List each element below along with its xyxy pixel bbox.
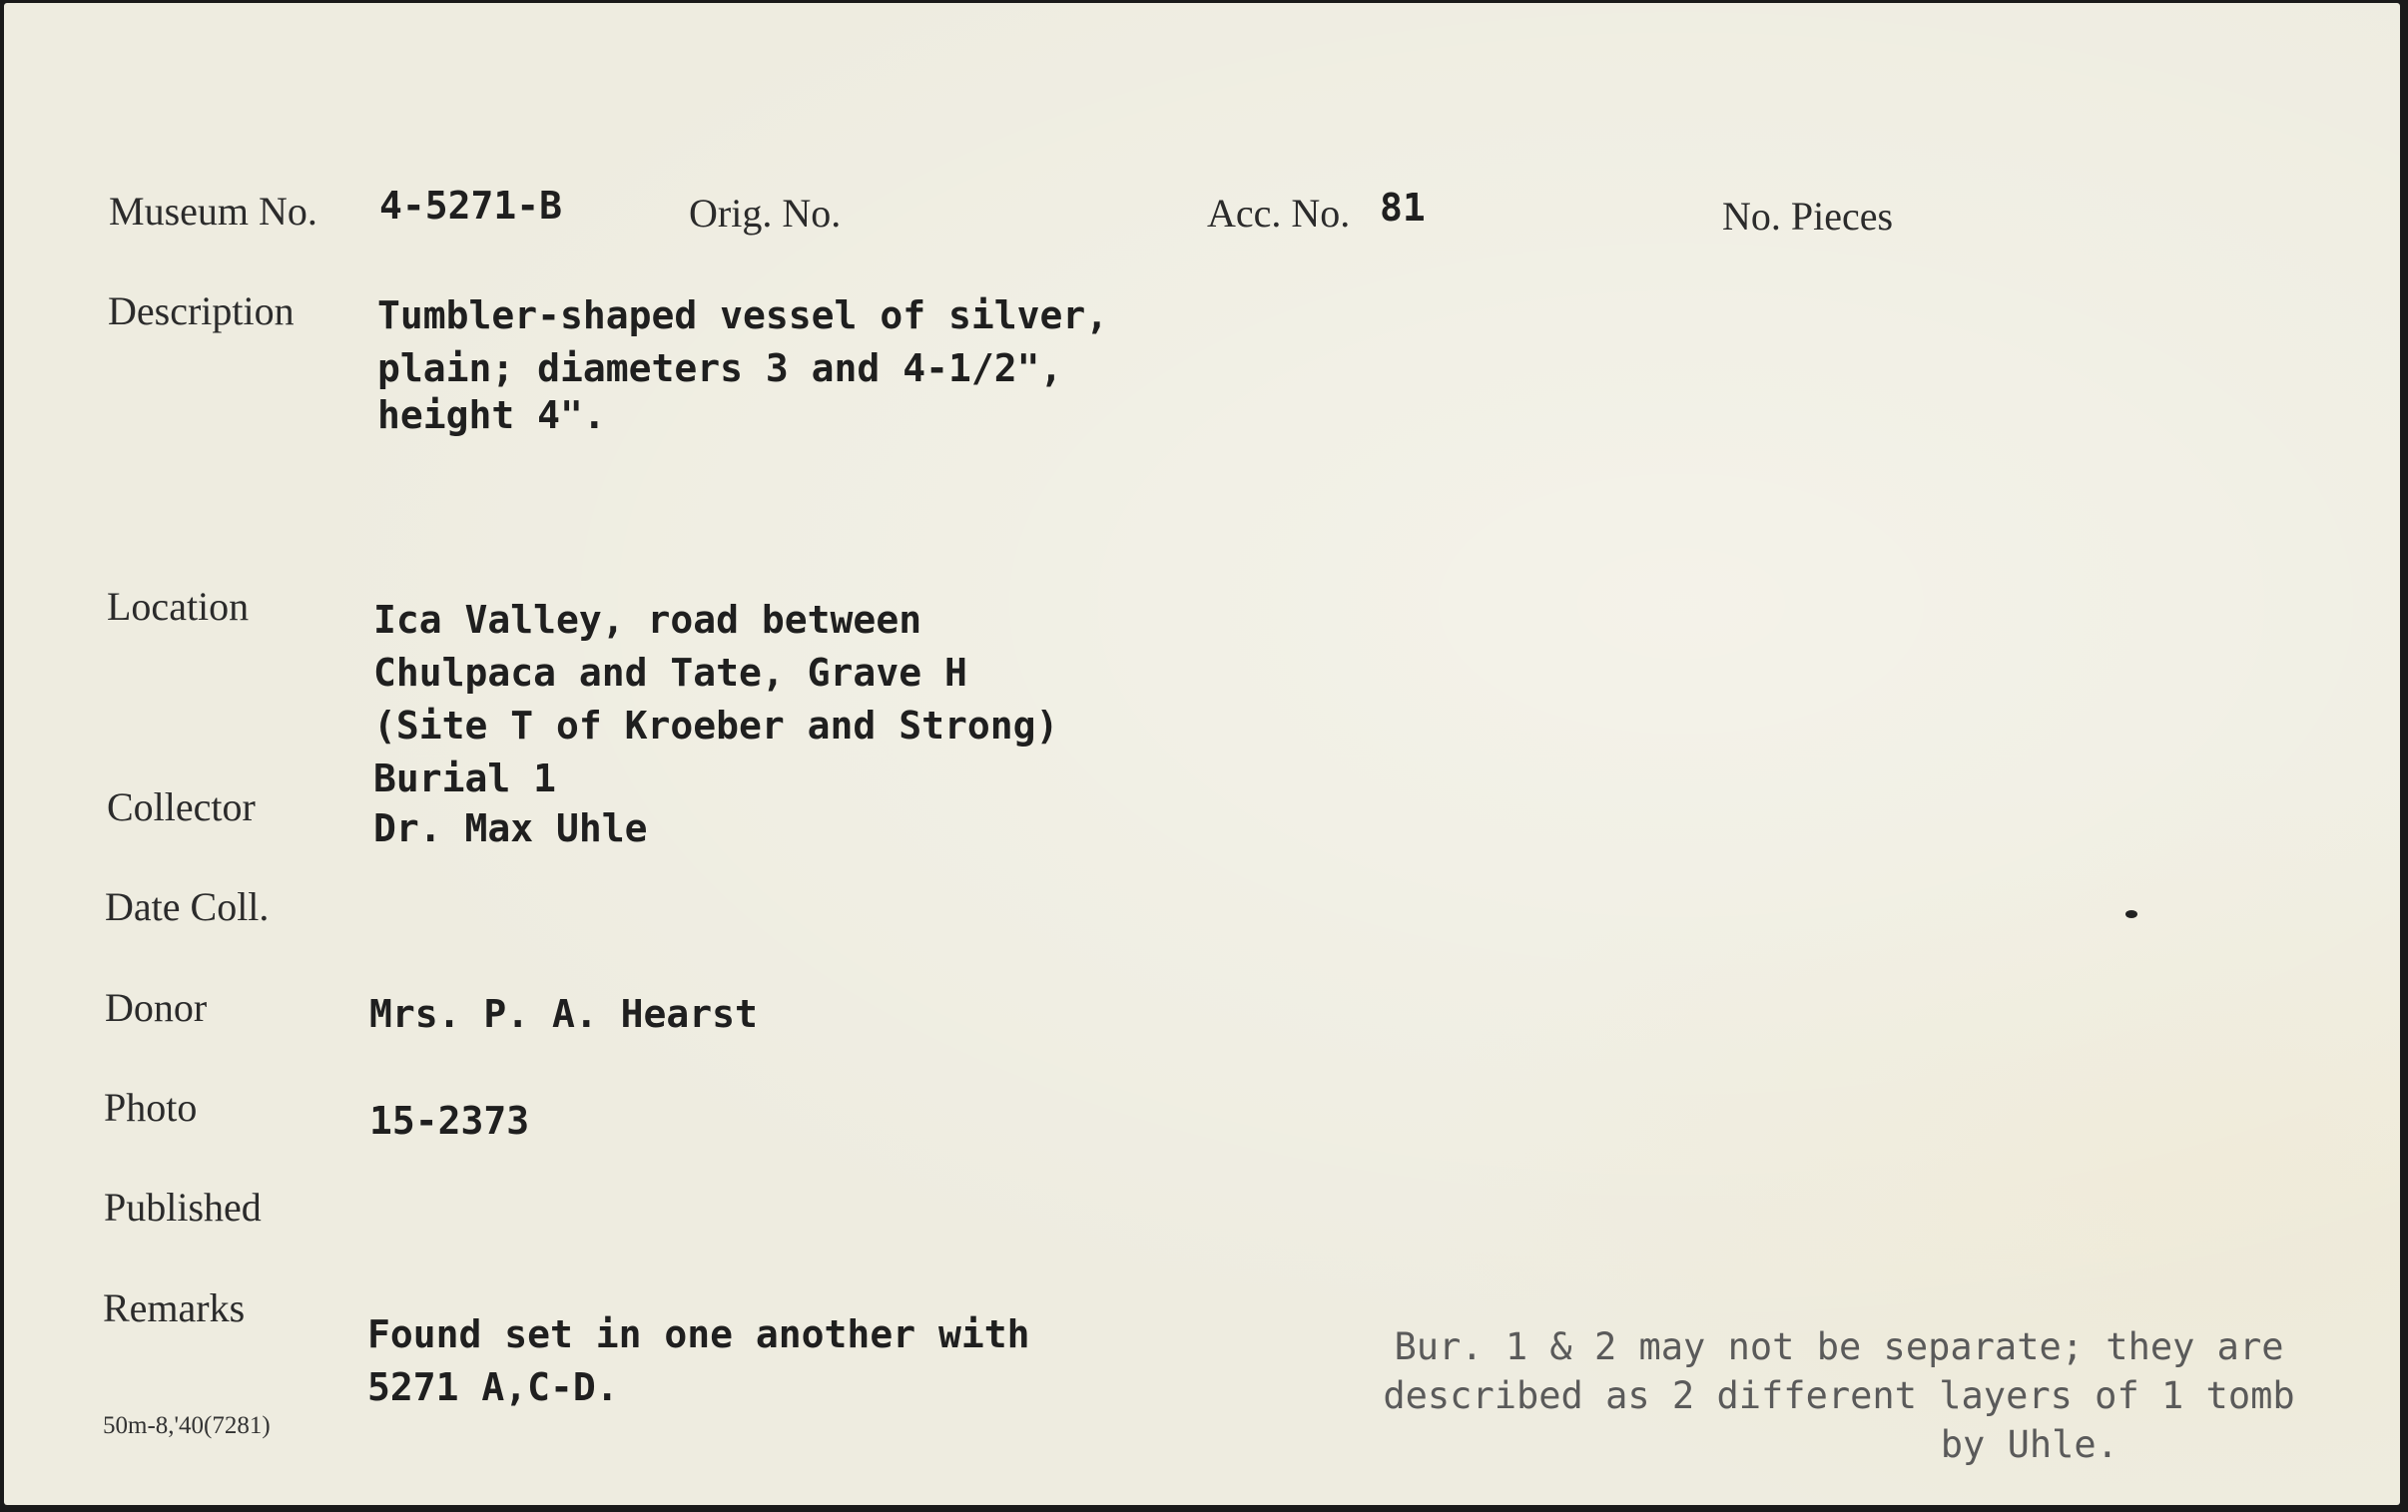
side-note-line: described as 2 different layers of 1 tomb <box>1383 1374 2295 1417</box>
description-label: Description <box>108 288 295 333</box>
location-line: Chulpaca and Tate, Grave H <box>373 651 967 695</box>
description-value <box>377 289 1108 442</box>
orig-no-label: Orig. No. <box>689 191 842 236</box>
donor-label: Donor <box>105 985 208 1030</box>
photo-value: 15-2373 <box>369 1099 530 1143</box>
date-coll-label: Date Coll. <box>105 884 270 929</box>
published-label: Published <box>104 1185 262 1230</box>
location-line: (Site T of Kroeber and Strong) <box>373 704 1059 748</box>
side-note-line: Bur. 1 & 2 may not be separate; they are <box>1394 1325 2284 1368</box>
remarks-line: 5271 A,C-D. <box>367 1365 619 1409</box>
ink-speck <box>2125 910 2137 918</box>
remarks-label: Remarks <box>103 1285 246 1330</box>
description-line: height 4". <box>377 393 606 437</box>
acc-no-value: 81 <box>1380 186 1426 230</box>
location-line: Ica Valley, road between <box>373 598 922 642</box>
photo-label: Photo <box>104 1085 198 1130</box>
museum-no-label: Museum No. <box>109 189 317 234</box>
acc-no-label: Acc. No. <box>1207 191 1351 236</box>
remarks-line: Found set in one another with <box>367 1312 1030 1356</box>
description-line: plain; diameters 3 and 4-1/2", <box>377 346 1063 390</box>
museum-no-value: 4-5271-B <box>379 184 563 228</box>
donor-value: Mrs. P. A. Hearst <box>369 992 758 1036</box>
location-value <box>373 594 1058 805</box>
collector-label: Collector <box>107 784 256 829</box>
location-line: Burial 1 <box>373 756 557 800</box>
location-label: Location <box>107 584 250 629</box>
side-note <box>1320 1322 2358 1469</box>
remarks-value <box>367 1308 1029 1414</box>
collector-value: Dr. Max Uhle <box>373 806 648 850</box>
side-note-line: by Uhle. <box>1940 1423 2118 1466</box>
form-print-code: 50m-8,'40(7281) <box>103 1412 271 1439</box>
no-pieces-label: No. Pieces <box>1722 194 1894 239</box>
catalog-card <box>4 3 2400 1505</box>
description-line: Tumbler-shaped vessel of silver, <box>377 293 1109 337</box>
